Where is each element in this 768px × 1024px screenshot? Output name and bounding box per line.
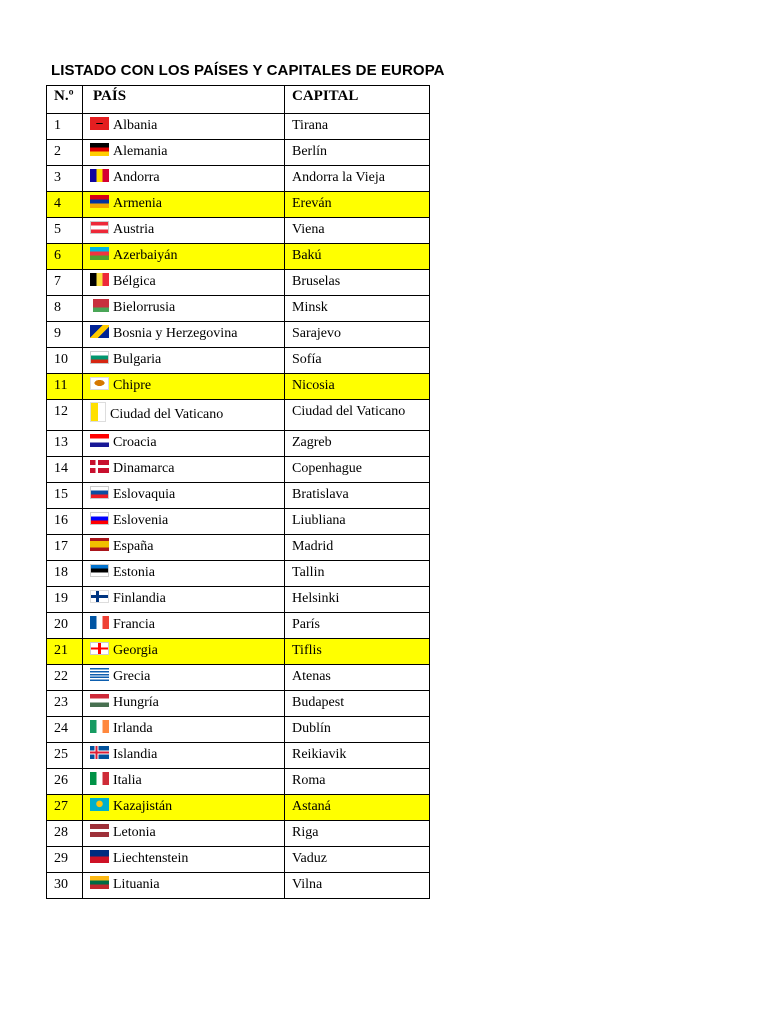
row-number: 12 xyxy=(47,400,83,431)
bulgaria-flag-icon xyxy=(90,351,109,364)
estonia-flag-icon xyxy=(90,564,109,577)
france-flag-icon xyxy=(90,616,109,629)
hungary-flag-icon xyxy=(90,694,109,707)
table-row xyxy=(47,509,430,535)
country-name: Letonia xyxy=(113,825,156,840)
row-number: 29 xyxy=(47,847,83,873)
table-row xyxy=(47,847,430,873)
country-cell xyxy=(83,587,285,613)
country-name: Bosnia y Herzegovina xyxy=(113,326,238,341)
table-row xyxy=(47,244,430,270)
slovakia-flag-icon xyxy=(90,486,109,499)
country-cell xyxy=(83,847,285,873)
country-cell xyxy=(83,322,285,348)
row-number: 1 xyxy=(47,114,83,140)
table-row xyxy=(47,535,430,561)
table-row xyxy=(47,821,430,847)
table-row xyxy=(47,400,430,431)
table-row xyxy=(47,322,430,348)
slovenia-flag-icon xyxy=(90,512,109,525)
italy-flag-icon xyxy=(90,772,109,785)
row-number: 17 xyxy=(47,535,83,561)
row-number: 16 xyxy=(47,509,83,535)
capital-cell: Bruselas xyxy=(285,270,430,296)
capital-cell: Roma xyxy=(285,769,430,795)
latvia-flag-icon xyxy=(90,824,109,837)
country-name: Chipre xyxy=(113,378,152,393)
country-cell xyxy=(83,535,285,561)
row-number: 22 xyxy=(47,665,83,691)
table-row xyxy=(47,140,430,166)
greece-flag-icon xyxy=(90,668,109,681)
croatia-flag-icon xyxy=(90,434,109,447)
country-name: Bulgaria xyxy=(113,352,162,367)
country-name: Kazajistán xyxy=(113,799,173,814)
ireland-flag-icon xyxy=(90,720,109,733)
germany-flag-icon xyxy=(90,143,109,156)
country-name: Irlanda xyxy=(113,721,153,736)
country-name: Lituania xyxy=(113,877,160,892)
table-row xyxy=(47,717,430,743)
spain-flag-icon xyxy=(90,538,109,551)
row-number: 24 xyxy=(47,717,83,743)
capital-cell: Tirana xyxy=(285,114,430,140)
capital-cell: Liubliana xyxy=(285,509,430,535)
finland-flag-icon xyxy=(90,590,109,603)
table-row xyxy=(47,587,430,613)
table-row xyxy=(47,270,430,296)
country-name: Azerbaiyán xyxy=(113,248,178,263)
country-name: Armenia xyxy=(113,196,162,211)
table-row xyxy=(47,639,430,665)
row-number: 25 xyxy=(47,743,83,769)
row-number: 8 xyxy=(47,296,83,322)
table-row xyxy=(47,795,430,821)
country-cell xyxy=(83,821,285,847)
country-cell xyxy=(83,192,285,218)
document-title: LISTADO CON LOS PAÍSES Y CAPITALES DE EUROPA xyxy=(51,62,445,79)
capital-cell: Astaná xyxy=(285,795,430,821)
albania-flag-icon xyxy=(90,117,109,130)
capital-cell: Viena xyxy=(285,218,430,244)
table-row xyxy=(47,192,430,218)
capital-cell: Copenhague xyxy=(285,457,430,483)
capital-cell: Bakú xyxy=(285,244,430,270)
capital-cell: Nicosia xyxy=(285,374,430,400)
andorra-flag-icon xyxy=(90,169,109,182)
row-number: 26 xyxy=(47,769,83,795)
row-number: 3 xyxy=(47,166,83,192)
country-cell xyxy=(83,769,285,795)
capital-cell: Minsk xyxy=(285,296,430,322)
belarus-flag-icon xyxy=(90,299,109,312)
table-row xyxy=(47,769,430,795)
belgium-flag-icon xyxy=(90,273,109,286)
capital-cell: Sofía xyxy=(285,348,430,374)
country-name: Georgia xyxy=(113,643,158,658)
country-cell xyxy=(83,613,285,639)
country-name: Grecia xyxy=(113,669,151,684)
country-cell xyxy=(83,561,285,587)
capital-cell: Vaduz xyxy=(285,847,430,873)
iceland-flag-icon xyxy=(90,746,109,759)
row-number: 2 xyxy=(47,140,83,166)
country-name: Hungría xyxy=(113,695,159,710)
table-row xyxy=(47,743,430,769)
country-cell xyxy=(83,483,285,509)
country-name: Croacia xyxy=(113,435,157,450)
row-number: 13 xyxy=(47,431,83,457)
table-header-row xyxy=(47,86,430,114)
country-name: Andorra xyxy=(113,170,160,185)
row-number: 11 xyxy=(47,374,83,400)
capital-cell: Helsinki xyxy=(285,587,430,613)
table-row xyxy=(47,665,430,691)
azerbaijan-flag-icon xyxy=(90,247,109,260)
country-name: Albania xyxy=(113,118,158,133)
capital-cell: Dublín xyxy=(285,717,430,743)
row-number: 4 xyxy=(47,192,83,218)
capital-cell: Ereván xyxy=(285,192,430,218)
country-cell xyxy=(83,691,285,717)
row-number: 14 xyxy=(47,457,83,483)
country-cell xyxy=(83,374,285,400)
country-cell xyxy=(83,665,285,691)
header-capital: CAPITAL xyxy=(285,86,430,114)
country-name: Dinamarca xyxy=(113,461,175,476)
country-name: Eslovaquia xyxy=(113,487,176,502)
country-name: Austria xyxy=(113,222,155,237)
table-row xyxy=(47,613,430,639)
liechtenstein-flag-icon xyxy=(90,850,109,863)
country-cell xyxy=(83,218,285,244)
capital-cell: Tiflis xyxy=(285,639,430,665)
country-cell xyxy=(83,795,285,821)
country-name: Ciudad del Vaticano xyxy=(110,407,224,422)
capital-cell: Sarajevo xyxy=(285,322,430,348)
capital-cell: Zagreb xyxy=(285,431,430,457)
country-cell xyxy=(83,166,285,192)
country-name: Francia xyxy=(113,617,155,632)
country-cell xyxy=(83,717,285,743)
row-number: 18 xyxy=(47,561,83,587)
table-row xyxy=(47,431,430,457)
table-row xyxy=(47,873,430,899)
row-number: 23 xyxy=(47,691,83,717)
capital-cell: Bratislava xyxy=(285,483,430,509)
capital-cell: Ciudad del Vaticano xyxy=(285,400,430,431)
lithuania-flag-icon xyxy=(90,876,109,889)
vatican-flag-icon xyxy=(90,402,106,422)
country-cell xyxy=(83,743,285,769)
row-number: 27 xyxy=(47,795,83,821)
row-number: 6 xyxy=(47,244,83,270)
country-cell xyxy=(83,140,285,166)
row-number: 20 xyxy=(47,613,83,639)
table-row xyxy=(47,114,430,140)
country-name: Bélgica xyxy=(113,274,156,289)
bosnia-flag-icon xyxy=(90,325,109,338)
table-row xyxy=(47,457,430,483)
header-num: N.º xyxy=(47,86,83,114)
table-row xyxy=(47,348,430,374)
table-row xyxy=(47,218,430,244)
country-name: Finlandia xyxy=(113,591,166,606)
country-name: Estonia xyxy=(113,565,155,580)
table-row xyxy=(47,374,430,400)
table-row xyxy=(47,296,430,322)
capital-cell: Atenas xyxy=(285,665,430,691)
country-cell xyxy=(83,400,285,431)
country-name: España xyxy=(113,539,154,554)
denmark-flag-icon xyxy=(90,460,109,473)
country-cell xyxy=(83,296,285,322)
kazakhstan-flag-icon xyxy=(90,798,109,811)
row-number: 5 xyxy=(47,218,83,244)
row-number: 19 xyxy=(47,587,83,613)
row-number: 28 xyxy=(47,821,83,847)
countries-table xyxy=(46,85,430,899)
country-name: Liechtenstein xyxy=(113,851,189,866)
row-number: 15 xyxy=(47,483,83,509)
country-cell xyxy=(83,873,285,899)
country-cell xyxy=(83,431,285,457)
country-cell xyxy=(83,270,285,296)
row-number: 21 xyxy=(47,639,83,665)
country-cell xyxy=(83,244,285,270)
country-name: Bielorrusia xyxy=(113,300,176,315)
capital-cell: Vilna xyxy=(285,873,430,899)
country-name: Eslovenia xyxy=(113,513,169,528)
capital-cell: Andorra la Vieja xyxy=(285,166,430,192)
country-cell xyxy=(83,639,285,665)
row-number: 9 xyxy=(47,322,83,348)
header-pais: PAÍS xyxy=(83,86,285,114)
capital-cell: Madrid xyxy=(285,535,430,561)
country-cell xyxy=(83,509,285,535)
table-row xyxy=(47,561,430,587)
cyprus-flag-icon xyxy=(90,377,109,390)
capital-cell: Reikiavik xyxy=(285,743,430,769)
table-row xyxy=(47,483,430,509)
capital-cell: Berlín xyxy=(285,140,430,166)
country-cell xyxy=(83,114,285,140)
row-number: 7 xyxy=(47,270,83,296)
country-name: Italia xyxy=(113,773,142,788)
country-cell xyxy=(83,457,285,483)
austria-flag-icon xyxy=(90,221,109,234)
capital-cell: Budapest xyxy=(285,691,430,717)
row-number: 30 xyxy=(47,873,83,899)
table-row xyxy=(47,166,430,192)
armenia-flag-icon xyxy=(90,195,109,208)
georgia-flag-icon xyxy=(90,642,109,655)
table-row xyxy=(47,691,430,717)
country-cell xyxy=(83,348,285,374)
country-name: Alemania xyxy=(113,144,168,159)
capital-cell: Riga xyxy=(285,821,430,847)
country-name: Islandia xyxy=(113,747,158,762)
row-number: 10 xyxy=(47,348,83,374)
capital-cell: París xyxy=(285,613,430,639)
capital-cell: Tallin xyxy=(285,561,430,587)
